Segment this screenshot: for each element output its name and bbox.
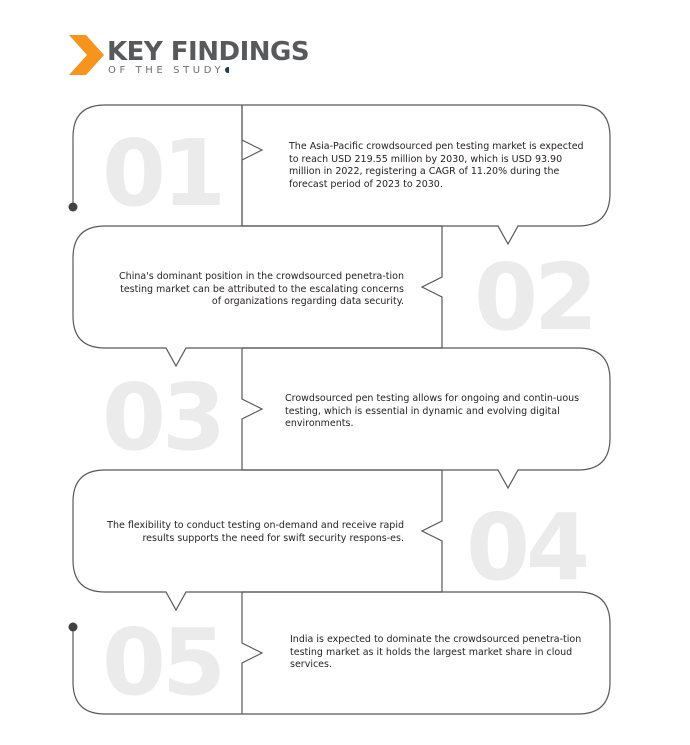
finding-number-5: 05	[102, 609, 223, 716]
divider-1	[242, 105, 262, 226]
finding-number-1: 01	[102, 120, 223, 227]
finding-text-4: The flexibility to conduct testing on-demand and receive rapid results supports the need for swift security respons-es.	[107, 520, 404, 544]
finding-text-3: Crowdsourced pen testing allows for ongoing and contin-uous testing, which is essential in dynamic and evolving digital environments.	[285, 393, 580, 429]
finding-number-4: 04	[466, 494, 587, 601]
divider-5	[242, 592, 262, 714]
page-subtitle: OF THE STUDY	[108, 65, 229, 76]
divider-2	[422, 226, 442, 348]
start-dot	[69, 203, 78, 212]
end-dot	[69, 623, 78, 632]
finding-text-1: The Asia-Pacific crowdsourced pen testing market is expected to reach USD 219.55 million by 2030, which is USD 93.90 million in 2022, registering a CAGR of 11.20% during the forecast period of 2023 to 2030.	[289, 141, 584, 190]
divider-3	[242, 348, 262, 470]
finding-number-3: 03	[102, 364, 223, 471]
divider-4	[422, 470, 442, 592]
finding-text-2: China's dominant position in the crowdsourced penetra-tion testing market can be attributed to the escalating concerns of organizations regarding data security.	[119, 271, 404, 307]
page-title: KEY FINDINGS	[107, 37, 310, 67]
connector-1	[73, 105, 105, 207]
finding-text-5: India is expected to dominate the crowdsourced penetra-tion testing market as it holds the largest market share in cloud services.	[290, 634, 582, 670]
finding-number-2: 02	[474, 244, 595, 351]
